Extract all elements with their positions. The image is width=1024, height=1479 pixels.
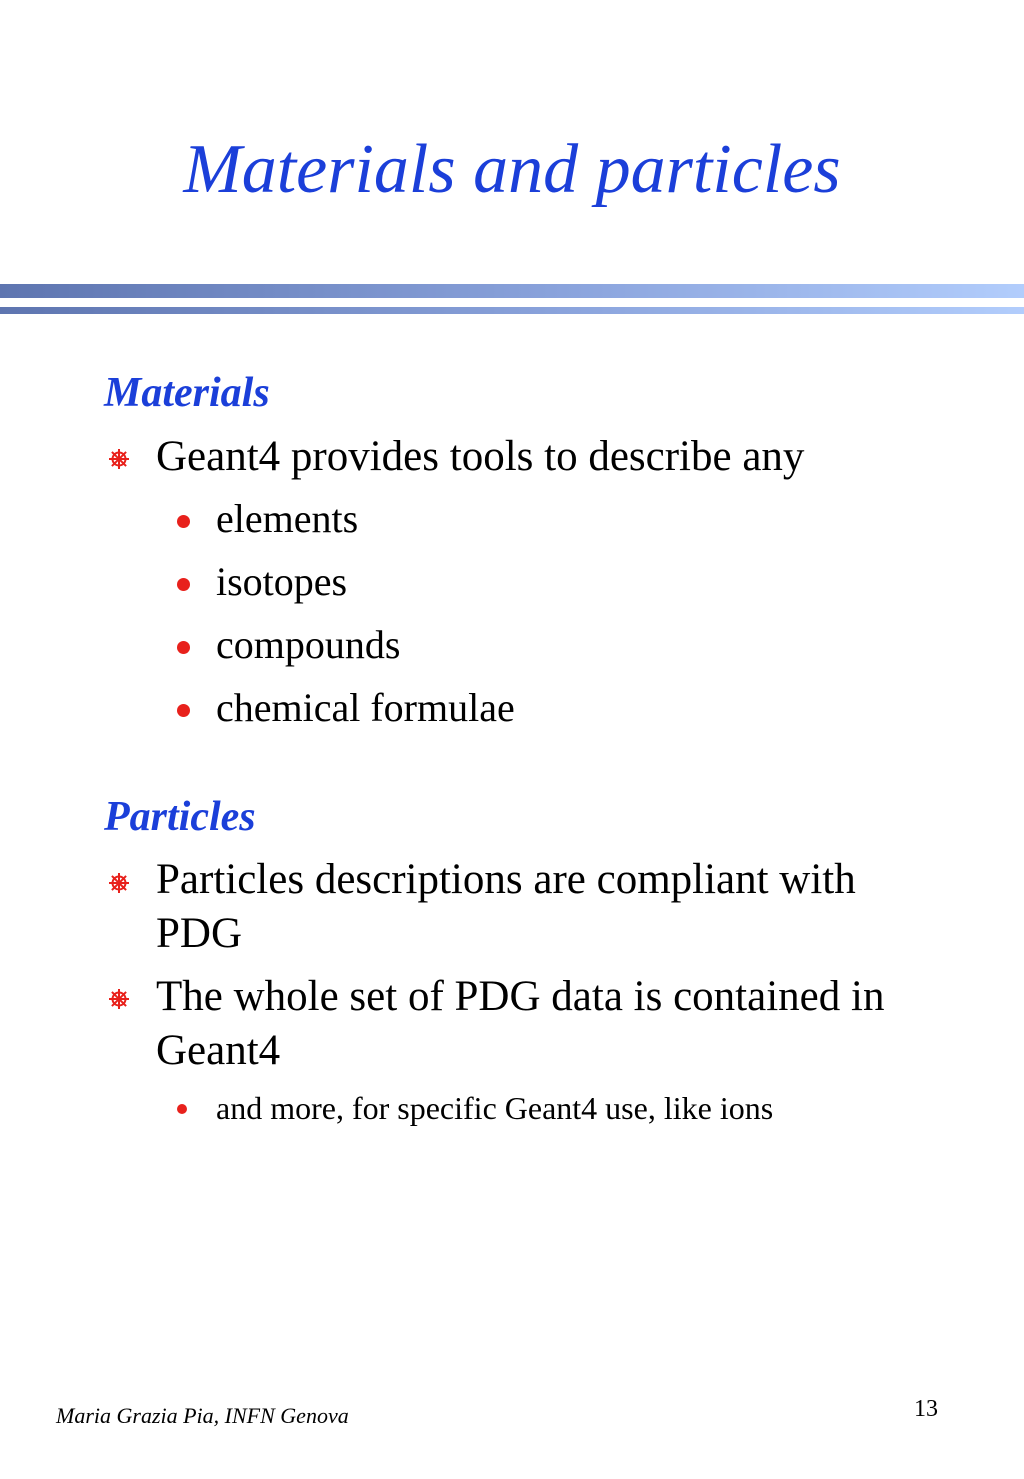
particles-heading: Particles — [104, 794, 256, 840]
particles-bullet-pdg-data: The whole set of PDG data is contained in Geant4 — [156, 973, 885, 1074]
dot-bullet-icon — [177, 641, 190, 654]
particles-sub-item-ions: and more, for specific Geant4 use, like ions — [216, 1090, 774, 1126]
dot-bullet-icon — [177, 1104, 187, 1114]
materials-bullet: Geant4 provides tools to describe any — [156, 433, 805, 480]
header-rule-thin — [0, 307, 1024, 314]
header-rule-thick — [0, 284, 1024, 298]
wheel-bullet-icon — [108, 872, 130, 894]
wheel-bullet-icon — [108, 448, 130, 470]
footer-author: Maria Grazia Pia, INFN Genova — [56, 1403, 349, 1428]
wheel-bullet-icon — [108, 988, 130, 1010]
materials-item-elements: elements — [216, 496, 359, 541]
page-number: 13 — [914, 1396, 938, 1422]
materials-item-compounds: compounds — [216, 622, 401, 667]
materials-heading: Materials — [104, 370, 270, 416]
materials-item-chemical-formulae: chemical formulae — [216, 685, 515, 730]
particles-bullet-pdg-compliant: Particles descriptions are compliant with PDG — [156, 856, 856, 957]
dot-bullet-icon — [177, 704, 190, 717]
slide-title: Materials and particles — [183, 131, 841, 208]
dot-bullet-icon — [177, 578, 190, 591]
materials-item-isotopes: isotopes — [216, 559, 348, 604]
dot-bullet-icon — [177, 515, 190, 528]
